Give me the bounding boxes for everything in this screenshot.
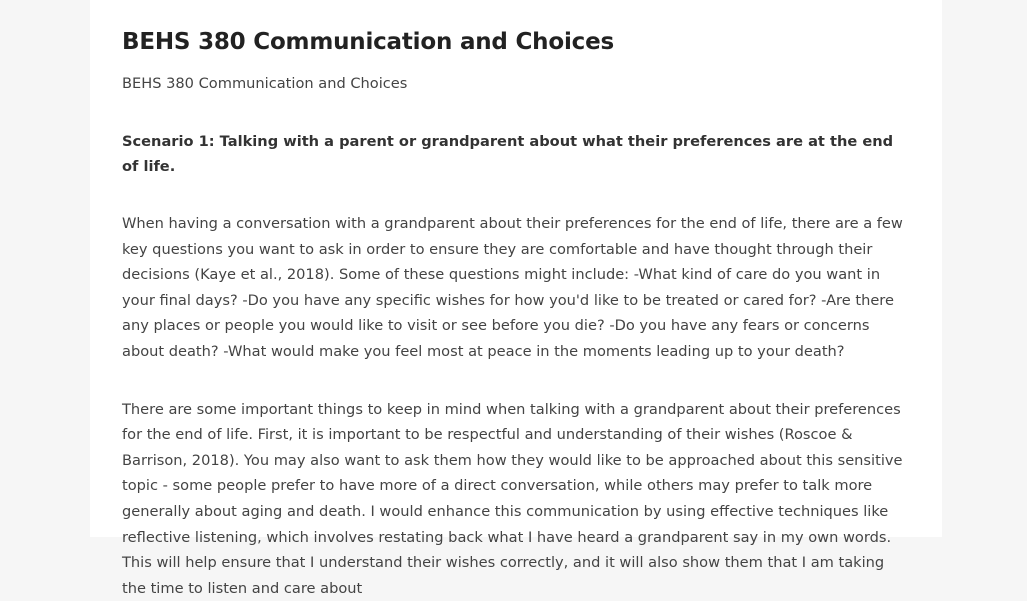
paragraph: When having a conversation with a grandparent about their preferences for the end of life, there are a few key questions you want to ask in order to ensure they are comfortable and have thought through their decisions (Kaye et al., 2018). Some of these questions might include: -What kind of care do you want in your final days? -Do you have any specific wishes for how you'd like to be treated or cared for? -Are there any places or people you would like to visit or see before you die? -Do you have any fears or concerns about death? -What would make you feel most at peace in the moments leading up to your death? bbox=[122, 215, 903, 360]
article-page bbox=[90, 0, 942, 597]
article-subtitle: BEHS 380 Communication and Choices bbox=[122, 75, 408, 92]
scenario-heading: Scenario 1: Talking with a parent or grandparent about what their preferences are at the end of life. bbox=[122, 133, 894, 175]
page-title: BEHS 380 Communication and Choices bbox=[122, 29, 614, 55]
paragraph: There are some important things to keep in mind when talking with a grandparent about their preferences for the end of life. First, it is important to be respectful and understanding of their wishes (Roscoe & Barrison, 2018). You may also want to ask them how they would like to be approached about this sensitive topic - some people prefer to have more of a direct conversation, while others may prefer to talk more generally about aging and death. I would enhance this communication by using effective techniques like reflective listening, which involves restating back what I have heard a grandparent say in my own words. This will help ensure that I understand their wishes correctly, and it will also show them that I am taking the time to listen and care about bbox=[122, 400, 903, 597]
article-content bbox=[122, 22, 912, 601]
